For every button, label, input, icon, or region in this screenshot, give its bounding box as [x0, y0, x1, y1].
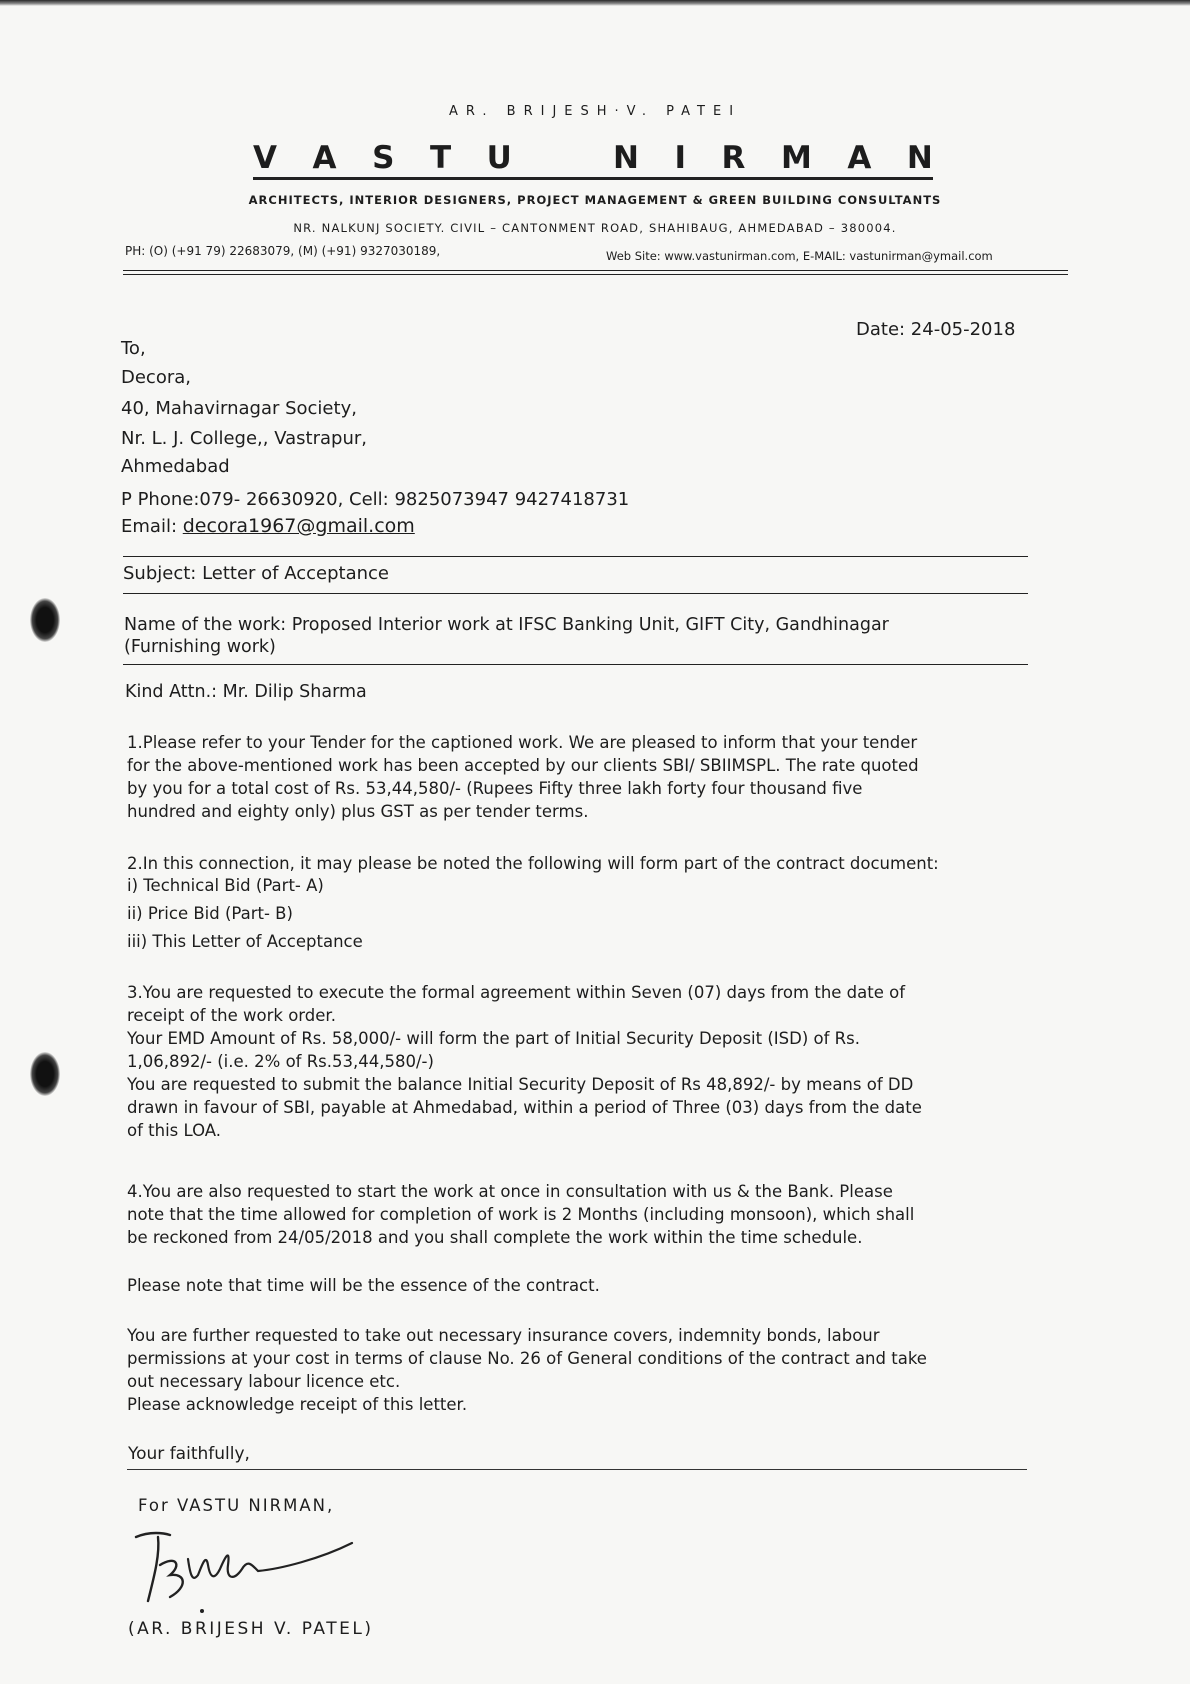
- firm-letter: A: [847, 140, 872, 176]
- paragraph-line: Please acknowledge receipt of this letter.: [127, 1395, 468, 1414]
- firm-letter: N: [612, 140, 639, 176]
- paragraph-line: receipt of the work order.: [127, 1006, 336, 1025]
- kind-attention: Kind Attn.: Mr. Dilip Sharma: [125, 682, 367, 702]
- paragraph-line: 1.Please refer to your Tender for the captioned work. We are pleased to inform that your tender: [127, 733, 918, 752]
- recipient-name: Decora,: [121, 367, 191, 388]
- paragraph-line: You are requested to submit the balance Initial Security Deposit of Rs 48,892/- by means of DD: [127, 1075, 914, 1094]
- letterhead-divider: [123, 270, 1068, 271]
- contract-documents-list: [127, 874, 1057, 953]
- recipient-divider: [123, 556, 1028, 557]
- for-firm-label: For VASTU NIRMAN,: [138, 1496, 335, 1515]
- recipient-address-line2: Nr. L. J. College,, Vastrapur,: [121, 428, 367, 449]
- paragraph-line: 2.In this connection, it may please be noted the following will form part of the contract document:: [127, 854, 939, 873]
- signatory-name: (AR. BRIJESH V. PATEL): [128, 1619, 374, 1639]
- letterhead-phone: PH: (O) (+91 79) 22683079, (M) (+91) 9327030189,: [125, 244, 441, 258]
- signature-image: [130, 1525, 370, 1615]
- paragraph-6: [127, 1324, 1057, 1416]
- list-item: i) Technical Bid (Part- A): [127, 876, 324, 895]
- paragraph-line: out necessary labour licence etc.: [127, 1372, 401, 1391]
- paragraph-line: of this LOA.: [127, 1121, 222, 1140]
- paragraph-4: [127, 1180, 1057, 1249]
- firm-letter: N: [906, 140, 933, 176]
- paragraph-1: [127, 731, 1057, 823]
- punch-hole-upper: [30, 598, 60, 642]
- firm-letter: S: [372, 140, 395, 176]
- firm-letter: R: [721, 140, 746, 176]
- work-name-line1: Name of the work: Proposed Interior work at IFSC Banking Unit, GIFT City, Gandhinagar: [124, 615, 889, 635]
- subject-line: Subject: Letter of Acceptance: [123, 563, 390, 584]
- paragraph-line: permissions at your cost in terms of clause No. 26 of General conditions of the contract and take: [127, 1349, 927, 1368]
- letterhead-architect: AR. BRIJESH·V. PATEI: [448, 104, 742, 119]
- paragraph-line: 3.You are requested to execute the formal agreement within Seven (07) days from the date of: [127, 983, 906, 1002]
- firm-letter: U: [486, 140, 512, 176]
- paragraph-line: hundred and eighty only) plus GST as per tender terms.: [127, 802, 589, 821]
- paragraph-line: drawn in favour of SBI, payable at Ahmedabad, within a period of Three (03) days from the date: [127, 1098, 922, 1117]
- recipient-email-row: [121, 514, 415, 539]
- letterhead-web-email: Web Site: www.vastunirman.com, E-MAIL: vastunirman@ymail.com: [606, 249, 993, 263]
- paragraph-line: 4.You are also requested to start the work at once in consultation with us & the Bank. Please: [127, 1182, 893, 1201]
- punch-hole-lower: [30, 1052, 60, 1096]
- recipient-email-link[interactable]: decora1967@gmail.com: [182, 515, 415, 537]
- paragraph-line: You are further requested to take out necessary insurance covers, indemnity bonds, labour: [127, 1326, 880, 1345]
- list-item: ii) Price Bid (Part- B): [127, 904, 293, 923]
- paragraph-line: by you for a total cost of Rs. 53,44,580/- (Rupees Fifty three lakh forty four thousand five: [127, 779, 863, 798]
- paragraph-line: 1,06,892/- (i.e. 2% of Rs.53,44,580/-): [127, 1052, 434, 1071]
- firm-letter: V: [253, 140, 277, 176]
- subject-divider: [123, 593, 1028, 594]
- closing-divider: [127, 1469, 1027, 1470]
- letter-date: Date: 24-05-2018: [856, 319, 1016, 340]
- firm-letter: M: [780, 140, 812, 176]
- firm-letter: A: [312, 140, 337, 176]
- page-scan-edge: [0, 0, 1190, 6]
- paragraph-line: for the above-mentioned work has been accepted by our clients SBI/ SBIIMSPL. The rate quoted: [127, 756, 919, 775]
- paragraph-line: Your EMD Amount of Rs. 58,000/- will form the part of Initial Security Deposit (ISD) of Rs.: [127, 1029, 860, 1048]
- letterhead-address: NR. NALKUNJ SOCIETY. CIVIL – CANTONMENT ROAD, SHAHIBAUG, AHMEDABAD – 380004.: [293, 221, 897, 235]
- recipient-city: Ahmedabad: [121, 456, 230, 477]
- paragraph-line: Please note that time will be the essence of the contract.: [127, 1276, 600, 1295]
- letterhead-divider-thin: [123, 274, 1068, 275]
- paragraph-2: [127, 852, 1057, 875]
- firm-letter: T: [429, 140, 452, 176]
- closing-salutation: Your faithfully,: [128, 1444, 250, 1464]
- work-name-line2: (Furnishing work): [124, 637, 276, 657]
- work-name-divider: [123, 664, 1028, 665]
- recipient-address-line1: 40, Mahavirnagar Society,: [121, 398, 357, 419]
- recipient-phone: P Phone:079- 26630920, Cell: 9825073947 9427418731: [121, 489, 630, 510]
- letterhead-services: ARCHITECTS, INTERIOR DESIGNERS, PROJECT MANAGEMENT & GREEN BUILDING CONSULTANTS: [248, 193, 942, 207]
- paragraph-line: note that the time allowed for completion of work is 2 Months (including monsoon), which shall: [127, 1205, 915, 1224]
- list-item: iii) This Letter of Acceptance: [127, 932, 363, 951]
- paragraph-3: [127, 981, 1057, 1142]
- firm-letter: I: [674, 140, 686, 176]
- recipient-to: To,: [121, 338, 146, 359]
- paragraph-5: [127, 1274, 1057, 1297]
- letterhead-firm-name: [253, 137, 933, 180]
- email-label: Email:: [121, 516, 178, 537]
- paragraph-line: be reckoned from 24/05/2018 and you shall complete the work within the time schedule.: [127, 1228, 863, 1247]
